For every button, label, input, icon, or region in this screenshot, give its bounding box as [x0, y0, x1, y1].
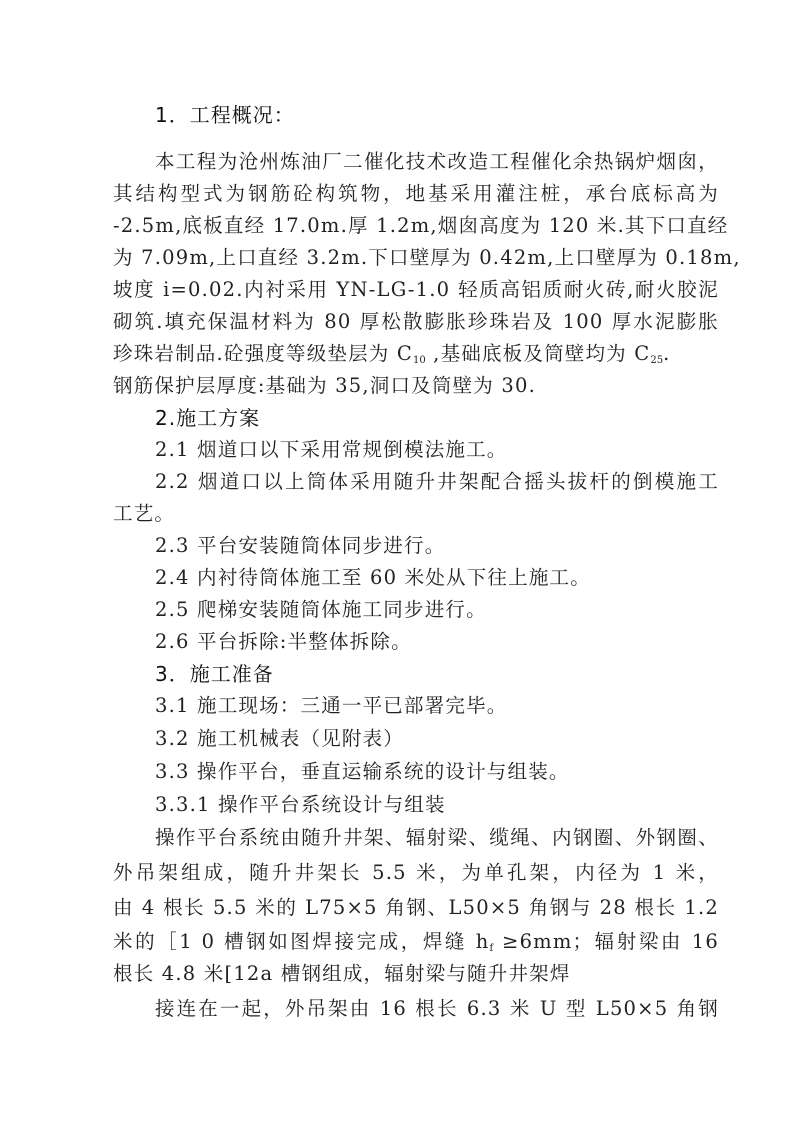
list-item: 2.4 内衬待筒体施工至 60 米处从下往上施工。: [155, 566, 591, 589]
list-item: 2.1 烟道口以下采用常规倒模法施工。: [155, 438, 508, 461]
paragraph-line: 外吊架组成，随升井架长 5.5 米，为单孔架，内径为 1 米，: [113, 861, 719, 884]
text-fragment: 米的［1 0 槽钢如图焊接完成，焊缝 h: [113, 930, 490, 953]
list-item: 3.1 施工现场：三通一平已部署完毕。: [155, 694, 508, 717]
list-item: 2.2 烟道口以上筒体采用随升井架配合摇头拔杆的倒模施工: [155, 470, 719, 493]
section-3-heading: 3．施工准备: [155, 662, 274, 686]
subscript: f: [489, 943, 494, 954]
list-item: 3.3.1 操作平台系统设计与组装: [155, 793, 446, 816]
list-item: 2.6 平台拆除:半整体拆除。: [155, 630, 412, 653]
paragraph-line: 由 4 根长 5.5 米的 L75×5 角钢、L50×5 角钢与 28 根长 1.2: [113, 896, 719, 919]
paragraph-line: 为 7.09m,上口直经 3.2m.下口壁厚为 0.42m,上口壁厚为 0.18m,: [113, 246, 741, 269]
text-fragment: ≥6mm；辐射梁由 16: [493, 930, 719, 953]
paragraph-line: 砌筑.填充保温材料为 80 厚松散膨胀珍珠岩及 100 厚水泥膨胀: [113, 310, 719, 333]
list-item: 2.5 爬梯安装随筒体施工同步进行。: [155, 598, 487, 621]
list-item: 3.2 施工机械表（见附表）: [155, 727, 405, 750]
paragraph-line: 坡度 i=0.02.内衬采用 YN-LG-1.0 轻质高铝质耐火砖,耐火胶泥: [113, 278, 719, 301]
paragraph-line: 根长 4.8 米[12a 槽钢组成，辐射梁与随升井架焊: [113, 962, 571, 985]
section-2-heading: 2.施工方案: [155, 406, 261, 430]
paragraph-line: -2.5m,底板直经 17.0m.厚 1.2m,烟囱高度为 120 米.其下口直经: [113, 214, 729, 237]
paragraph-line: 本工程为沧州炼油厂二催化技术改造工程催化余热锅炉烟囱，: [155, 150, 719, 173]
paragraph-line: 钢筋保护层厚度:基础为 35,洞口及筒壁为 30.: [113, 374, 536, 397]
list-item: 3.3 操作平台，垂直运输系统的设计与组装。: [155, 760, 570, 783]
subscript: 25: [650, 355, 664, 366]
subscript: 10: [413, 355, 426, 366]
paragraph-line-concrete-grade: [113, 342, 719, 373]
paragraph-line-weld: [113, 930, 719, 961]
paragraph-line: 其结构型式为钢筋砼构筑物，地基采用灌注桩，承台底标高为: [113, 182, 719, 205]
list-item-continuation: 工艺。: [113, 502, 176, 525]
text-fragment: ,基础底板及筒壁均为 C: [425, 342, 651, 365]
list-item: 2.3 平台安装随筒体同步进行。: [155, 534, 446, 557]
section-1-heading: 1．工程概况：: [155, 103, 295, 127]
text-fragment: 珍珠岩制品.砼强度等级垫层为 C: [113, 342, 414, 365]
paragraph-line: 操作平台系统由随升井架、辐射梁、缆绳、内钢圈、外钢圈、: [155, 826, 719, 849]
paragraph-line: 接连在一起，外吊架由 16 根长 6.3 米 U 型 L50×5 角钢: [155, 997, 719, 1020]
text-fragment: .: [663, 342, 671, 365]
